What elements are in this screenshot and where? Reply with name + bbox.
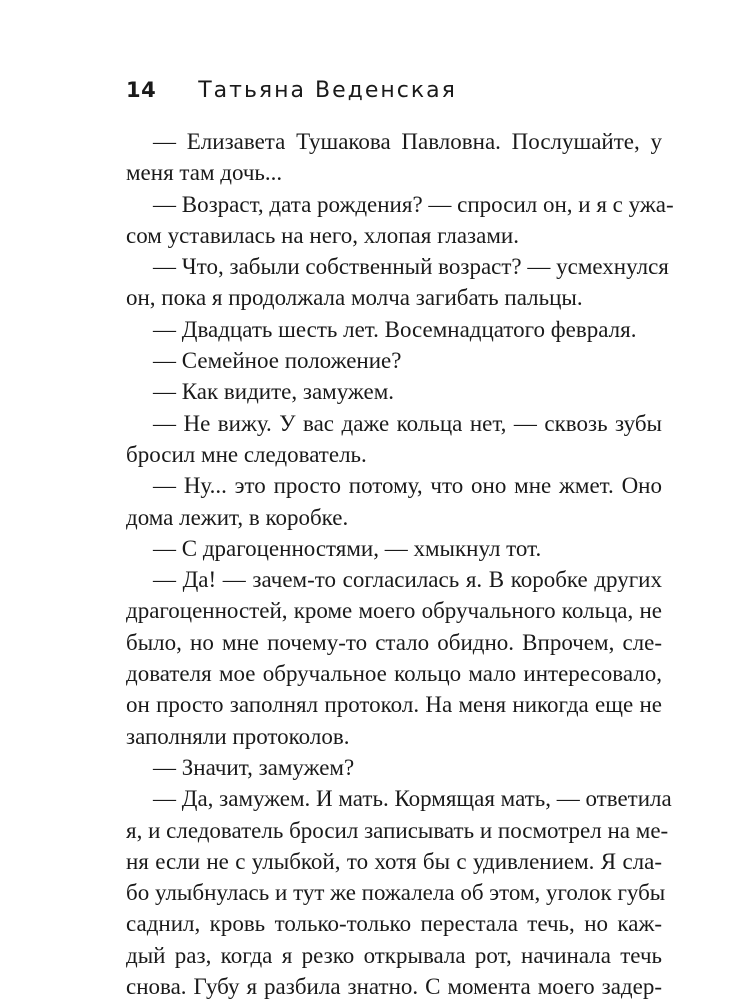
- text-line: — Да, замужем. И мать. Кормящая мать, — ответила: [153, 786, 672, 812]
- text-line: драгоценностей, кроме моего обручального кольца, не: [126, 598, 662, 624]
- text-line: дома лежит, в коробке.: [126, 504, 349, 530]
- text-line: меня там дочь...: [126, 160, 283, 186]
- text-line: он просто заполнял протокол. На меня никогда еще не: [126, 692, 662, 718]
- text-line: — Двадцать шесть лет. Восемнадцатого февраля.: [153, 316, 637, 342]
- page-header: [126, 78, 457, 112]
- running-head: Татьяна Веденская: [198, 78, 457, 103]
- text-line: было, но мне почему-то стало обидно. Впрочем, сле-: [126, 629, 662, 655]
- text-line: — Возраст, дата рождения? — спросил он, и я с ужа-: [153, 191, 674, 217]
- text-line: снова. Губу я разбила знатно. С момента моего задер-: [126, 974, 662, 1000]
- text-line: — Семейное положение?: [153, 348, 402, 374]
- text-line: я, и следователь бросил записывать и посмотрел на ме-: [126, 817, 669, 843]
- text-line: заполняли протоколов.: [126, 723, 350, 749]
- text-line: — С драгоценностями, — хмыкнул тот.: [153, 535, 542, 561]
- text-line: — Что, забыли собственный возраст? — усмехнулся: [153, 254, 669, 280]
- text-line: — Не вижу. У вас даже кольца нет, — сквозь зубы: [153, 410, 662, 436]
- text-line: — Да! — зачем-то согласилась я. В коробке других: [153, 567, 662, 593]
- text-line: бросил мне следователь.: [126, 441, 367, 467]
- text-line: — Значит, замужем?: [153, 754, 355, 780]
- text-line: сом уставилась на него, хлопая глазами.: [126, 222, 519, 248]
- text-line: дый раз, когда я резко открывала рот, начинала течь: [126, 942, 662, 968]
- page-number: 14: [126, 78, 157, 102]
- text-line: — Как видите, замужем.: [153, 379, 395, 405]
- body-text: [126, 126, 674, 1002]
- text-line: — Ну... это просто потому, что оно мне жмет. Оно: [153, 473, 662, 499]
- text-line: — Елизавета Тушакова Павловна. Послушайте, у: [153, 129, 662, 154]
- text-line: бо улыбнулась и тут же пожалела об этом, уголок губы: [126, 880, 666, 906]
- text-line: ня если не с улыбкой, то хотя бы с удивлением. Я сла-: [126, 848, 662, 874]
- text-line: саднил, кровь только-только перестала течь, но каж-: [126, 911, 662, 937]
- text-line: дователя мое обручальное кольцо мало интересовало,: [126, 661, 662, 687]
- text-line: он, пока я продолжала молча загибать пальцы.: [126, 285, 583, 311]
